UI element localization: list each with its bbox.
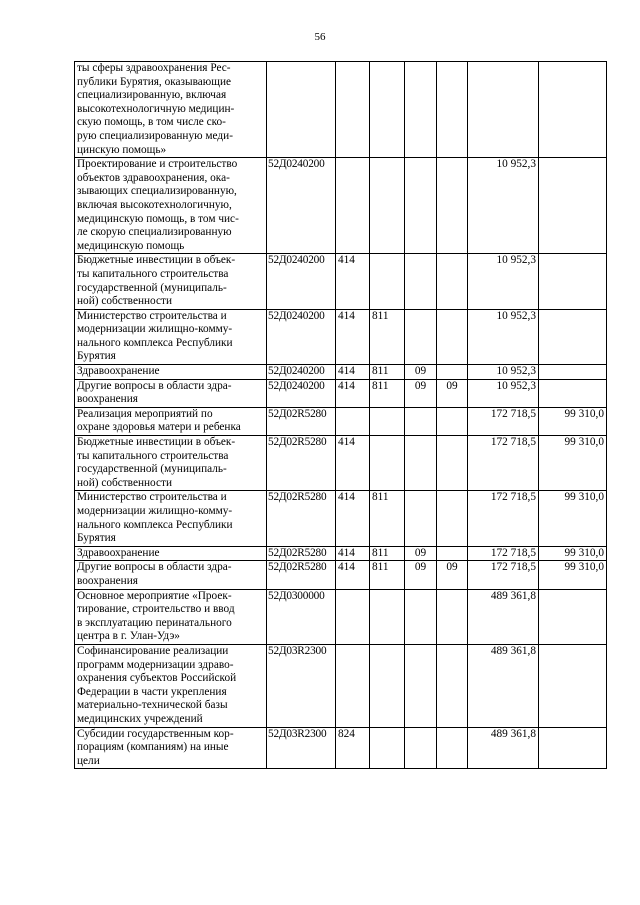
table-row xyxy=(75,546,607,561)
table-row xyxy=(75,561,607,589)
cell-expense-type xyxy=(336,644,370,727)
cell-name: Реализация мероприятий по охране здоровья матери и ребенка xyxy=(75,407,267,435)
cell-target-article: 52Д0240200 xyxy=(267,379,336,407)
table-row xyxy=(75,407,607,435)
cell-amount: 10 952,3 xyxy=(468,309,539,364)
cell-amount-federal xyxy=(539,727,607,769)
cell-target-article: 52Д02R5280 xyxy=(267,561,336,589)
cell-target-article: 52Д02R5280 xyxy=(267,436,336,491)
cell-amount-federal xyxy=(539,365,607,380)
cell-amount-federal xyxy=(539,644,607,727)
cell-target-article xyxy=(267,62,336,158)
cell-target-article: 52Д0240200 xyxy=(267,158,336,254)
cell-name: Министерство строительства и модернизации жилищно-комму- нального комплекса Республики Бурятия xyxy=(75,309,267,364)
cell-subsection xyxy=(437,436,468,491)
table-row xyxy=(75,62,607,158)
cell-amount-federal xyxy=(539,379,607,407)
cell-amount-federal xyxy=(539,62,607,158)
cell-section xyxy=(405,644,437,727)
cell-amount-federal: 99 310,0 xyxy=(539,407,607,435)
cell-name: Бюджетные инвестиции в объек- ты капитального строительства государственной (муниципаль- ной) собственности xyxy=(75,436,267,491)
cell-amount: 172 718,5 xyxy=(468,436,539,491)
cell-section: 09 xyxy=(405,546,437,561)
cell-ministry-code xyxy=(370,589,405,644)
cell-subsection xyxy=(437,589,468,644)
cell-amount: 172 718,5 xyxy=(468,491,539,546)
table-row xyxy=(75,365,607,380)
cell-amount-federal: 99 310,0 xyxy=(539,561,607,589)
cell-ministry-code xyxy=(370,727,405,769)
cell-name: Другие вопросы в области здра- воохранения xyxy=(75,561,267,589)
cell-target-article: 52Д03R2300 xyxy=(267,727,336,769)
table-row xyxy=(75,379,607,407)
cell-subsection: 09 xyxy=(437,379,468,407)
cell-expense-type: 414 xyxy=(336,254,370,309)
cell-ministry-code xyxy=(370,436,405,491)
cell-subsection xyxy=(437,62,468,158)
cell-amount: 489 361,8 xyxy=(468,727,539,769)
cell-name: Субсидии государственным кор- порациям (компаниям) на иные цели xyxy=(75,727,267,769)
cell-subsection xyxy=(437,158,468,254)
cell-amount: 172 718,5 xyxy=(468,546,539,561)
cell-ministry-code xyxy=(370,407,405,435)
cell-subsection: 09 xyxy=(437,561,468,589)
cell-subsection xyxy=(437,546,468,561)
table-row xyxy=(75,727,607,769)
table-row xyxy=(75,644,607,727)
cell-subsection xyxy=(437,491,468,546)
cell-amount: 489 361,8 xyxy=(468,589,539,644)
cell-expense-type: 824 xyxy=(336,727,370,769)
cell-ministry-code: 811 xyxy=(370,365,405,380)
cell-amount: 489 361,8 xyxy=(468,644,539,727)
cell-ministry-code xyxy=(370,62,405,158)
cell-ministry-code: 811 xyxy=(370,546,405,561)
cell-name: Софинансирование реализации программ модернизации здраво- охранения субъектов Российской Федерации в части укрепления материально-технической базы медицинских учреждений xyxy=(75,644,267,727)
cell-name: ты сферы здравоохранения Рес- публики Бурятия, оказывающие специализированную, включая высокотехнологичную медицин- скую помощь, в том числе ско- рую специализированную меди- цинскую помощь» xyxy=(75,62,267,158)
cell-expense-type: 414 xyxy=(336,436,370,491)
cell-amount-federal: 99 310,0 xyxy=(539,546,607,561)
cell-amount-federal xyxy=(539,158,607,254)
cell-name: Основное мероприятие «Проек- тирование, строительство и ввод в эксплуатацию перинатального центра в г. Улан-Удэ» xyxy=(75,589,267,644)
cell-section xyxy=(405,436,437,491)
cell-expense-type xyxy=(336,62,370,158)
cell-amount: 172 718,5 xyxy=(468,407,539,435)
cell-expense-type xyxy=(336,158,370,254)
cell-expense-type xyxy=(336,589,370,644)
cell-amount: 10 952,3 xyxy=(468,254,539,309)
cell-ministry-code: 811 xyxy=(370,561,405,589)
cell-expense-type: 414 xyxy=(336,546,370,561)
cell-section: 09 xyxy=(405,365,437,380)
cell-amount: 10 952,3 xyxy=(468,365,539,380)
cell-target-article: 52Д03R2300 xyxy=(267,644,336,727)
cell-expense-type xyxy=(336,407,370,435)
cell-ministry-code: 811 xyxy=(370,491,405,546)
cell-target-article: 52Д02R5280 xyxy=(267,546,336,561)
cell-expense-type: 414 xyxy=(336,309,370,364)
cell-name: Здравоохранение xyxy=(75,365,267,380)
cell-amount-federal xyxy=(539,589,607,644)
page-number: 56 xyxy=(314,31,326,43)
cell-target-article: 52Д0300000 xyxy=(267,589,336,644)
cell-ministry-code xyxy=(370,644,405,727)
table-row xyxy=(75,309,607,364)
cell-subsection xyxy=(437,309,468,364)
table-row xyxy=(75,589,607,644)
cell-section: 09 xyxy=(405,561,437,589)
cell-section xyxy=(405,407,437,435)
cell-subsection xyxy=(437,407,468,435)
cell-name: Министерство строительства и модернизации жилищно-комму- нального комплекса Республики Бурятия xyxy=(75,491,267,546)
cell-ministry-code xyxy=(370,158,405,254)
cell-subsection xyxy=(437,727,468,769)
cell-section xyxy=(405,62,437,158)
table-row xyxy=(75,158,607,254)
cell-target-article: 52Д0240200 xyxy=(267,365,336,380)
cell-target-article: 52Д02R5280 xyxy=(267,491,336,546)
budget-table xyxy=(74,61,607,769)
cell-amount: 10 952,3 xyxy=(468,158,539,254)
cell-ministry-code xyxy=(370,254,405,309)
cell-name: Бюджетные инвестиции в объек- ты капитального строительства государственной (муниципаль- ной) собственности xyxy=(75,254,267,309)
cell-amount: 10 952,3 xyxy=(468,379,539,407)
table-row xyxy=(75,436,607,491)
cell-target-article: 52Д02R5280 xyxy=(267,407,336,435)
table-row xyxy=(75,491,607,546)
table-body xyxy=(75,62,607,769)
cell-amount-federal xyxy=(539,254,607,309)
cell-name: Другие вопросы в области здра- воохранения xyxy=(75,379,267,407)
cell-subsection xyxy=(437,644,468,727)
cell-expense-type: 414 xyxy=(336,491,370,546)
cell-expense-type: 414 xyxy=(336,379,370,407)
cell-amount xyxy=(468,62,539,158)
cell-section xyxy=(405,254,437,309)
cell-name: Здравоохранение xyxy=(75,546,267,561)
cell-target-article: 52Д0240200 xyxy=(267,254,336,309)
cell-section: 09 xyxy=(405,379,437,407)
cell-name: Проектирование и строительство объектов здравоохранения, ока- зывающих специализированную, включая высокотехнологичную, медицинскую помощь, в том чис- ле скорую специализированную медицинскую помощь xyxy=(75,158,267,254)
cell-section xyxy=(405,491,437,546)
cell-section xyxy=(405,589,437,644)
table-row xyxy=(75,254,607,309)
cell-ministry-code: 811 xyxy=(370,309,405,364)
cell-section xyxy=(405,309,437,364)
cell-expense-type: 414 xyxy=(336,561,370,589)
cell-expense-type: 414 xyxy=(336,365,370,380)
cell-subsection xyxy=(437,254,468,309)
cell-amount-federal: 99 310,0 xyxy=(539,436,607,491)
cell-amount: 172 718,5 xyxy=(468,561,539,589)
cell-ministry-code: 811 xyxy=(370,379,405,407)
cell-target-article: 52Д0240200 xyxy=(267,309,336,364)
cell-amount-federal: 99 310,0 xyxy=(539,491,607,546)
cell-subsection xyxy=(437,365,468,380)
cell-section xyxy=(405,158,437,254)
cell-section xyxy=(405,727,437,769)
cell-amount-federal xyxy=(539,309,607,364)
